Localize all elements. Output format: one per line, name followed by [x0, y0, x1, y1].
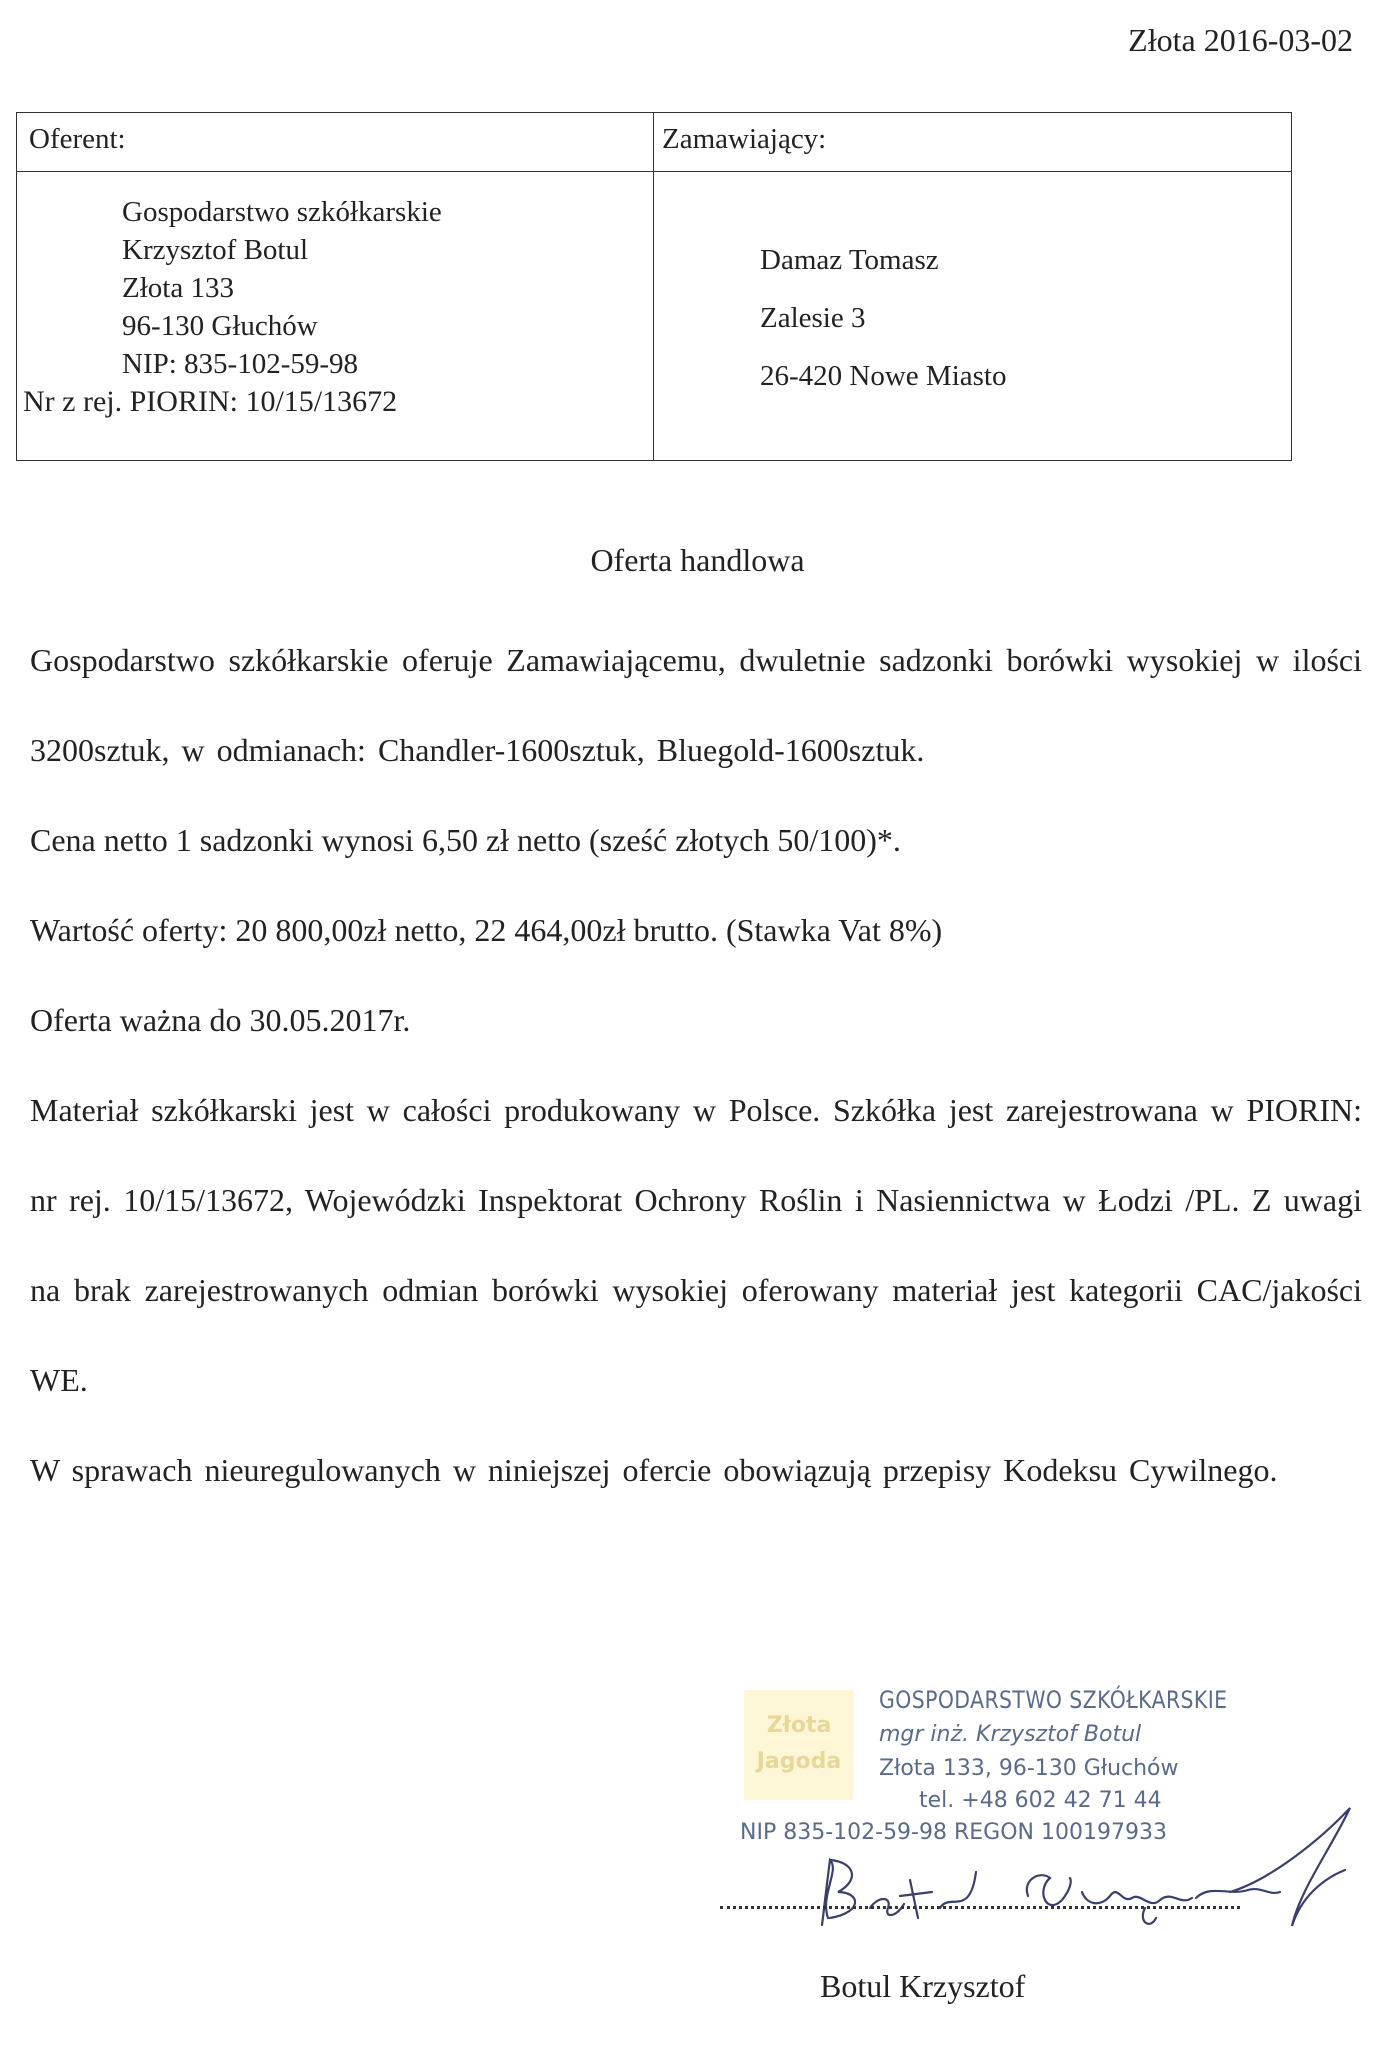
oferent-street: Złota 133: [122, 272, 234, 304]
oferent-name: Gospodarstwo szkółkarskie: [122, 196, 442, 228]
stamp-ids: NIP 835-102-59-98 REGON 100197933: [740, 1820, 1167, 1845]
offer-paragraph-price: Cena netto 1 sadzonki wynosi 6,50 zł netto (sześć złotych 50/100)*.: [30, 822, 901, 858]
stamp-logo-line2: Jagoda: [756, 1749, 842, 1774]
zamawiajacy-city: 26-420 Nowe Miasto: [760, 360, 1007, 392]
stamp-owner: mgr inż. Krzysztof Botul: [879, 1722, 1142, 1747]
stamp-address: Złota 133, 96-130 Głuchów: [879, 1756, 1179, 1781]
offer-body: [30, 615, 1362, 1515]
oferent-owner: Krzysztof Botul: [122, 234, 309, 266]
stamp-logo: [744, 1690, 854, 1800]
offer-paragraph-validity: Oferta ważna do 30.05.2017r.: [30, 1002, 411, 1038]
oferent-city: 96-130 Głuchów: [122, 310, 318, 342]
zamawiajacy-name: Damaz Tomasz: [760, 244, 939, 276]
stamp-company: GOSPODARSTWO SZKÓŁKARSKIE: [879, 1686, 1228, 1714]
table-divider-vertical: [653, 113, 654, 460]
table-divider-horizontal: [17, 171, 1291, 172]
offer-paragraph-scope: Gospodarstwo szkółkarskie oferuje Zamawiającemu, dwuletnie sadzonki borówki wysokiej w ilości 3200sztuk, w odmianach: Chandler-1600sztuk, Bluegold-1600sztuk.: [30, 642, 1362, 768]
stamp-logo-line1: Złota: [766, 1713, 832, 1738]
zamawiajacy-label: Zamawiający:: [662, 123, 827, 155]
signature-line: [720, 1906, 1240, 1909]
zamawiajacy-street: Zalesie 3: [760, 302, 866, 334]
oferent-details: [17, 193, 442, 421]
document-title: Oferta handlowa: [590, 542, 805, 578]
parties-table: [16, 112, 1292, 461]
offer-paragraph-value: Wartość oferty: 20 800,00zł netto, 22 464,00zł brutto. (Stawka Vat 8%): [30, 912, 943, 948]
offer-paragraph-material: Materiał szkółkarski jest w całości produkowany w Polsce. Szkółka jest zarejestrowana w PIORIN: nr rej. 10/15/13672, Wojewódzki Inspektorat Ochrony Roślin i Nasiennictwa w Łodzi /PL. Z uwagi na brak zarejestrowanych odmian borówki wysokiej oferowany materiał jest kategorii CAC/jakości WE.: [30, 1092, 1362, 1398]
stamp-phone: tel. +48 602 42 71 44: [919, 1788, 1162, 1813]
handwritten-signature: [800, 1800, 1360, 1930]
signer-name: Botul Krzysztof: [820, 1968, 1026, 2004]
document-date: Złota 2016-03-02: [1128, 22, 1353, 58]
offer-paragraph-legal: W sprawach nieuregulowanych w niniejszej ofercie obowiązują przepisy Kodeksu Cywilnego.: [30, 1452, 1278, 1488]
oferent-nip: NIP: 835-102-59-98: [122, 348, 359, 380]
oferent-label: Oferent:: [29, 123, 126, 155]
zamawiajacy-details: [760, 231, 1006, 405]
oferent-piorin: Nr z rej. PIORIN: 10/15/13672: [23, 385, 398, 418]
